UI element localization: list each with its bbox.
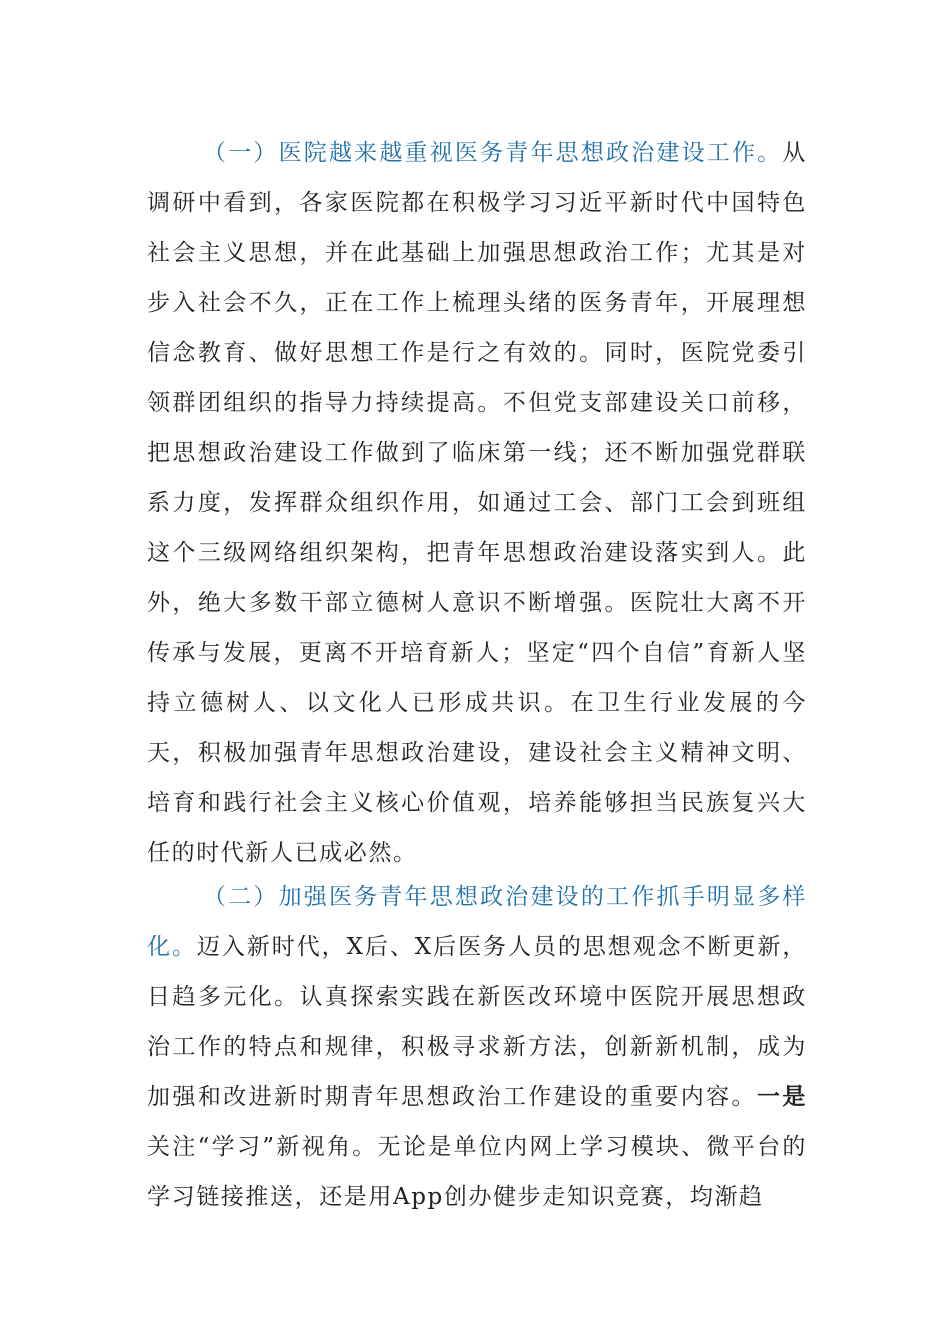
paragraph-2 bbox=[147, 872, 807, 1222]
section-2-body: 迈入新时代，X后、X后医务人员的思想观念不断更新，日趋多元化。认真探索实践在新医改环境中医院开展思想政治工作的特点和规律，积极寻求新方法，创新新机制，成为加强和改进新时期青年思想政治工作建设的重要内容。 bbox=[147, 934, 808, 1110]
section-1-heading: （一）医院越来越重视医务青年思想政治建设工作。 bbox=[203, 140, 783, 166]
paragraph-1 bbox=[147, 128, 807, 878]
section-2-heading: （二）加强医务青年思想政治建设的工作抓手明显多样化。 bbox=[147, 884, 807, 960]
section-1-body: 从调研中看到，各家医院都在积极学习习近平新时代中国特色社会主义思想，并在此基础上加强思想政治工作；尤其是对步入社会不久，正在工作上梳理头绪的医务青年，开展理想信念教育、做好思想工作是行之有效的。同时，医院党委引领群团组织的指导力持续提高。不但党支部建设关口前移，把思想政治建设工作做到了临床第一线；还不断加强党群联系力度，发挥群众组织作用，如通过工会、部门工会到班组这个三级网络组织架构，把青年思想政治建设落实到人。此外，绝大多数干部立德树人意识不断增强。医院壮大离不开传承与发展，更离不开培育新人；坚定“四个自信”育新人坚持立德树人、以文化人已形成共识。在卫生行业发展的今天，积极加强青年思想政治建设，建设社会主义精神文明、培育和践行社会主义核心价值观，培养能够担当民族复兴大任的时代新人已成必然。 bbox=[147, 140, 807, 866]
section-2-emphasis: 一是 bbox=[756, 1083, 808, 1110]
section-2-body-continued: 关注“学习”新视角。无论是单位内网上学习模块、微平台的学习链接推送，还是用App创办健步走知识竞赛，均渐趋 bbox=[147, 1134, 807, 1210]
